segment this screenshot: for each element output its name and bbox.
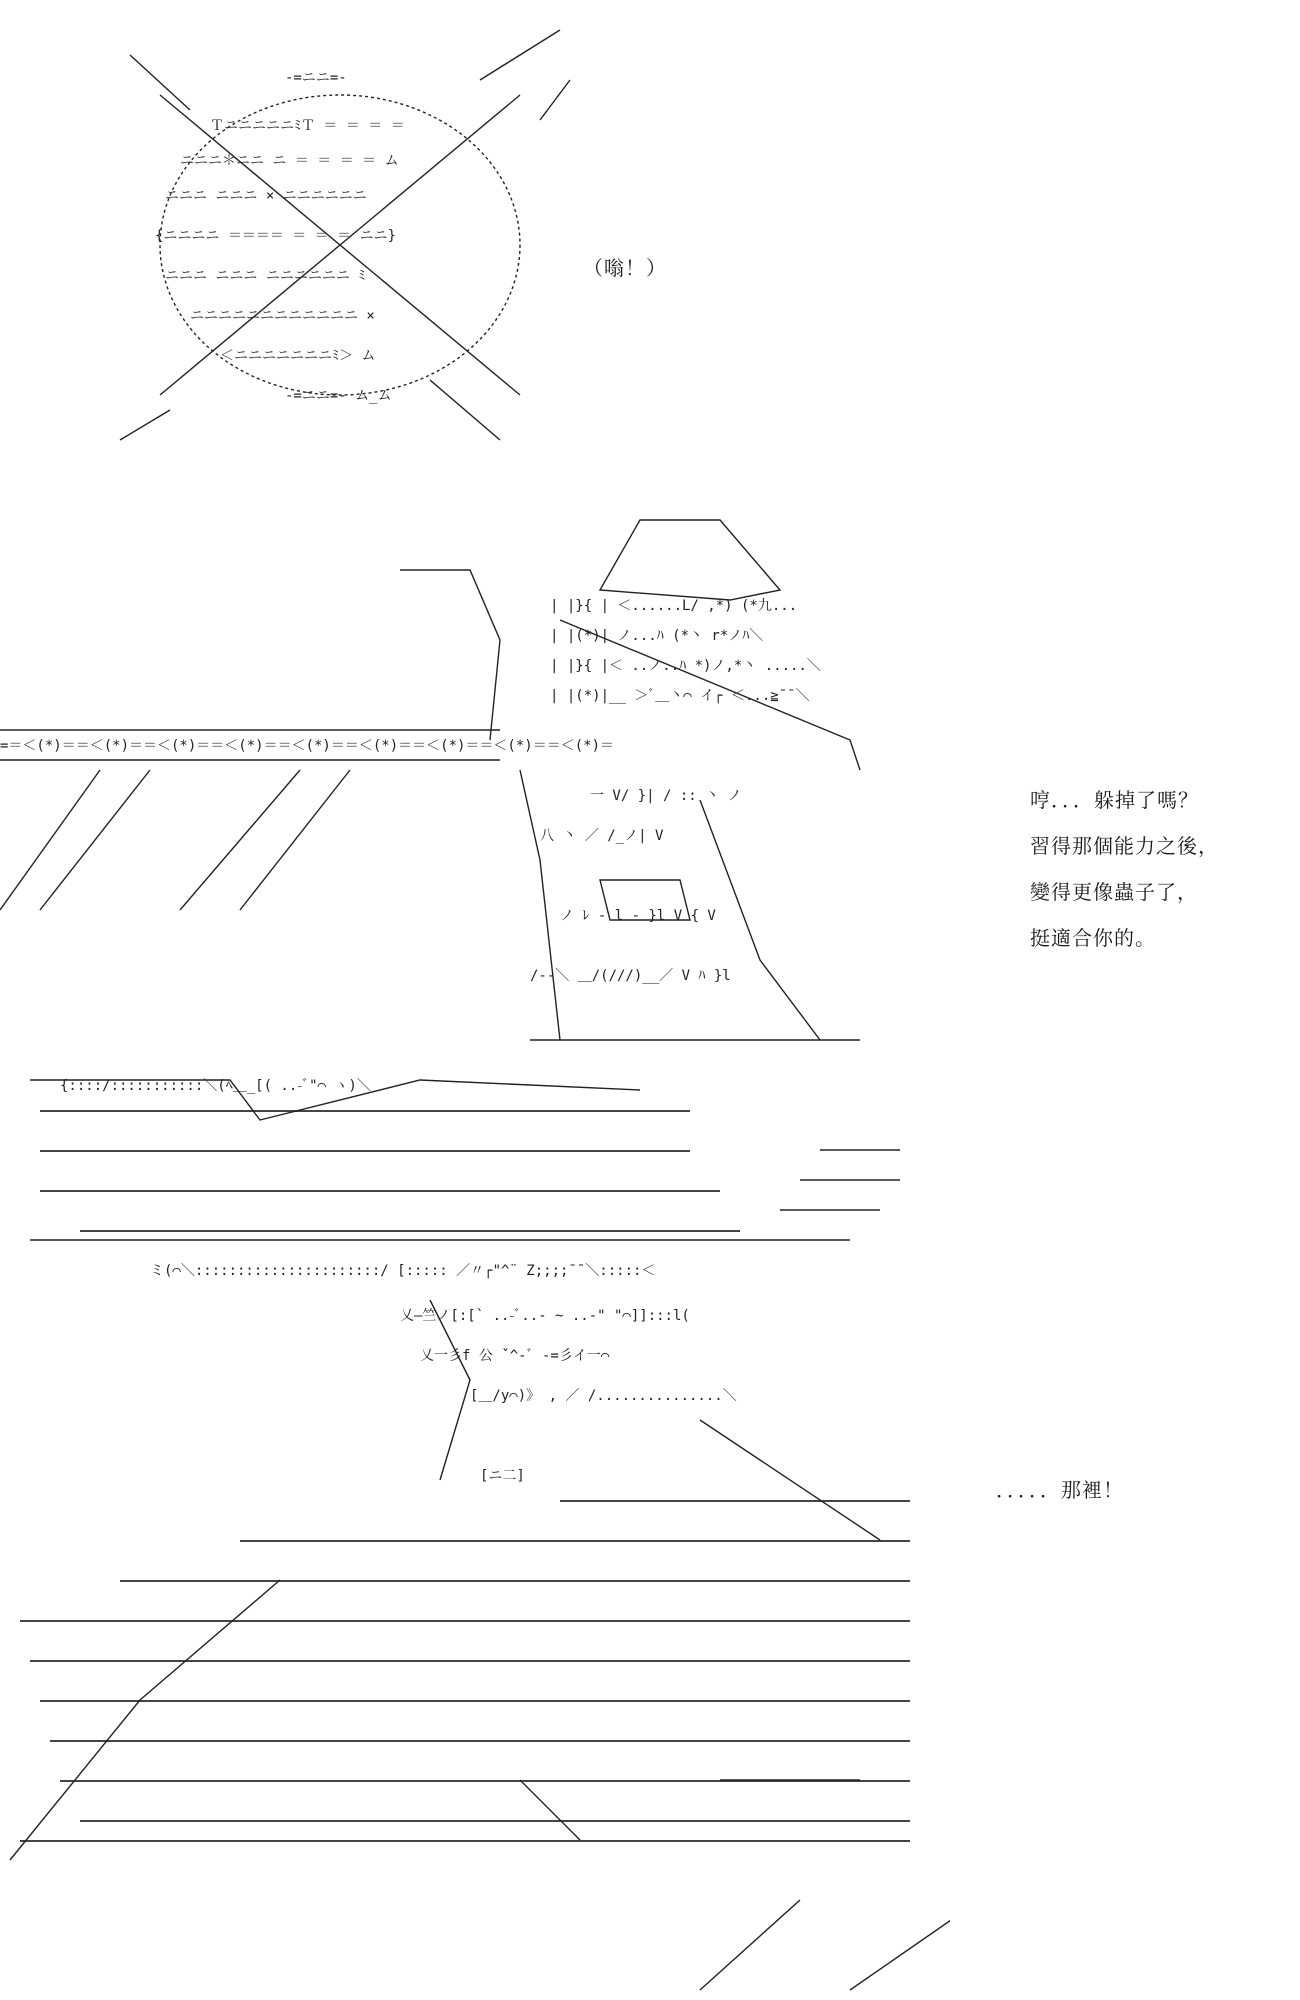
svg-text:ミ(⌒＼::::::::::::::::::::::/ [:: ミ(⌒＼::::::::::::::::::::::/ [::::: ／〃┌"^¨ Z;;;;¯¯＼:::::＜ (150, 1263, 656, 1279)
sfx-text: （嗡！） (583, 256, 667, 280)
svg-text:八 丶 ／ /_ノ| V: 八 丶 ／ /_ノ| V (540, 828, 664, 844)
svg-text:ニニニ ニニニ ニニニニニニ ﾐ: ニニニ ニニニ ニニニニニニ ﾐ (165, 268, 366, 284)
dialog-line-3: 變得更像蟲子了， (1030, 880, 1198, 904)
svg-text:ノ ﾚ - l - }l V { V: ノ ﾚ - l - }l V { V (560, 908, 716, 924)
svg-text:| |}{ |＜ ..ノ..ﾊ *)ノ,*丶 .....＼: | |}{ |＜ ..ノ..ﾊ *)ノ,*丶 .....＼ (550, 658, 821, 674)
dialog-line-2: 習得那個能力之後， (1030, 834, 1219, 858)
rubble-ascii-art (0, 1060, 950, 2000)
svg-text:ニニニ＊ニニ ニ ＝ ＝ ＝ ＝ ム: ニニニ＊ニニ ニ ＝ ＝ ＝ ＝ ム (180, 153, 399, 169)
svg-text:{ニニニニ ＝＝＝＝ ＝ ＝ ＝ ニニ}: {ニニニニ ＝＝＝＝ ＝ ＝ ＝ ニニ} (155, 228, 397, 244)
panel-rubble (0, 1060, 1300, 2000)
svg-text:＜ニニニニニニニﾐ＞ ム: ＜ニニニニニニニﾐ＞ ム (220, 348, 376, 364)
svg-text:ニニニニニニニニニニニニ ×: ニニニニニニニニニニニニ × (190, 308, 375, 324)
dialog-line-1: 哼．．．躲掉了嗎？ (1030, 788, 1199, 812)
character-dialog (1030, 790, 1219, 974)
svg-text:-=ニニ=-: -=ニニ=- (285, 70, 347, 86)
svg-text:/--＼ ＿/(///)__／ V ﾊ }l: /--＼ ＿/(///)__／ V ﾊ }l (530, 968, 731, 984)
chain-rail: =＝＜(*)＝＝＜(*)＝＝＜(*)＝＝＜(*)＝＝＜(*)＝＝＜(*)＝＝＜(*)＝＝＜(*)＝＝＜(*)＝ (0, 738, 615, 754)
svg-text:ＴニニニニニﾐＴ ＝ ＝ ＝ ＝: ＴニニニニニﾐＴ ＝ ＝ ＝ ＝ (210, 118, 405, 134)
svg-text:[＿/y⌒)》 ‚ ／ /..............: [＿/y⌒)》 ‚ ／ /...............＼ (470, 1388, 737, 1404)
svg-text:ニニニ ニニニ × ニニニニニニ: ニニニ ニニニ × ニニニニニニ (165, 188, 367, 204)
svg-text:乂―竺ノ[:[` ..-ﾞ..- ~ ..-" "⌒]: 乂―竺ノ[:[` ..-ﾞ..- ~ ..-" "⌒]]:::l( (400, 1308, 690, 1324)
svg-text:-=ニニ=- ム_ム: -=ニニ=- ム_ム (285, 388, 392, 404)
panel-orb (0, 0, 1300, 480)
character-ascii-art (0, 500, 900, 1060)
rubble-dialog: ．．．．．那裡！ (996, 1478, 1124, 1502)
svg-text:| |(*)| ノ...ﾊ (*丶 r*ノﾊ＼: | |(*)| ノ...ﾊ (*丶 r*ノﾊ＼ (550, 628, 764, 644)
panel-character (0, 500, 1300, 1060)
orb-ascii-art (0, 0, 700, 480)
svg-text:一 V/ }| / :: 丶 ノ: 一 V/ }| / :: 丶 ノ (590, 788, 742, 804)
svg-text:[ニ二]: [ニ二] (480, 1468, 525, 1484)
svg-text:| |}{ | ＜......L/ ,*) (*九...: | |}{ | ＜......L/ ,*) (*九... (550, 598, 798, 614)
dialog-line-4: 挺適合你的。 (1030, 926, 1156, 950)
svg-text:| |(*)|__ ＞ﾞ＿丶⌒ イ┌ ＜...≧¯¯＼: | |(*)|__ ＞ﾞ＿丶⌒ イ┌ ＜...≧¯¯＼ (550, 688, 810, 704)
svg-text:乂一彡f 公 ˇ^-ﾞ -=彡イ一⌒: 乂一彡f 公 ˇ^-ﾞ -=彡イ一⌒ (420, 1348, 610, 1364)
svg-text:{::::/:::::::::::＼(ﾍ＿_[( ..-: {::::/:::::::::::＼(ﾍ＿_[( ..-ﾞ"⌒ ヽ)＼ (60, 1078, 371, 1094)
